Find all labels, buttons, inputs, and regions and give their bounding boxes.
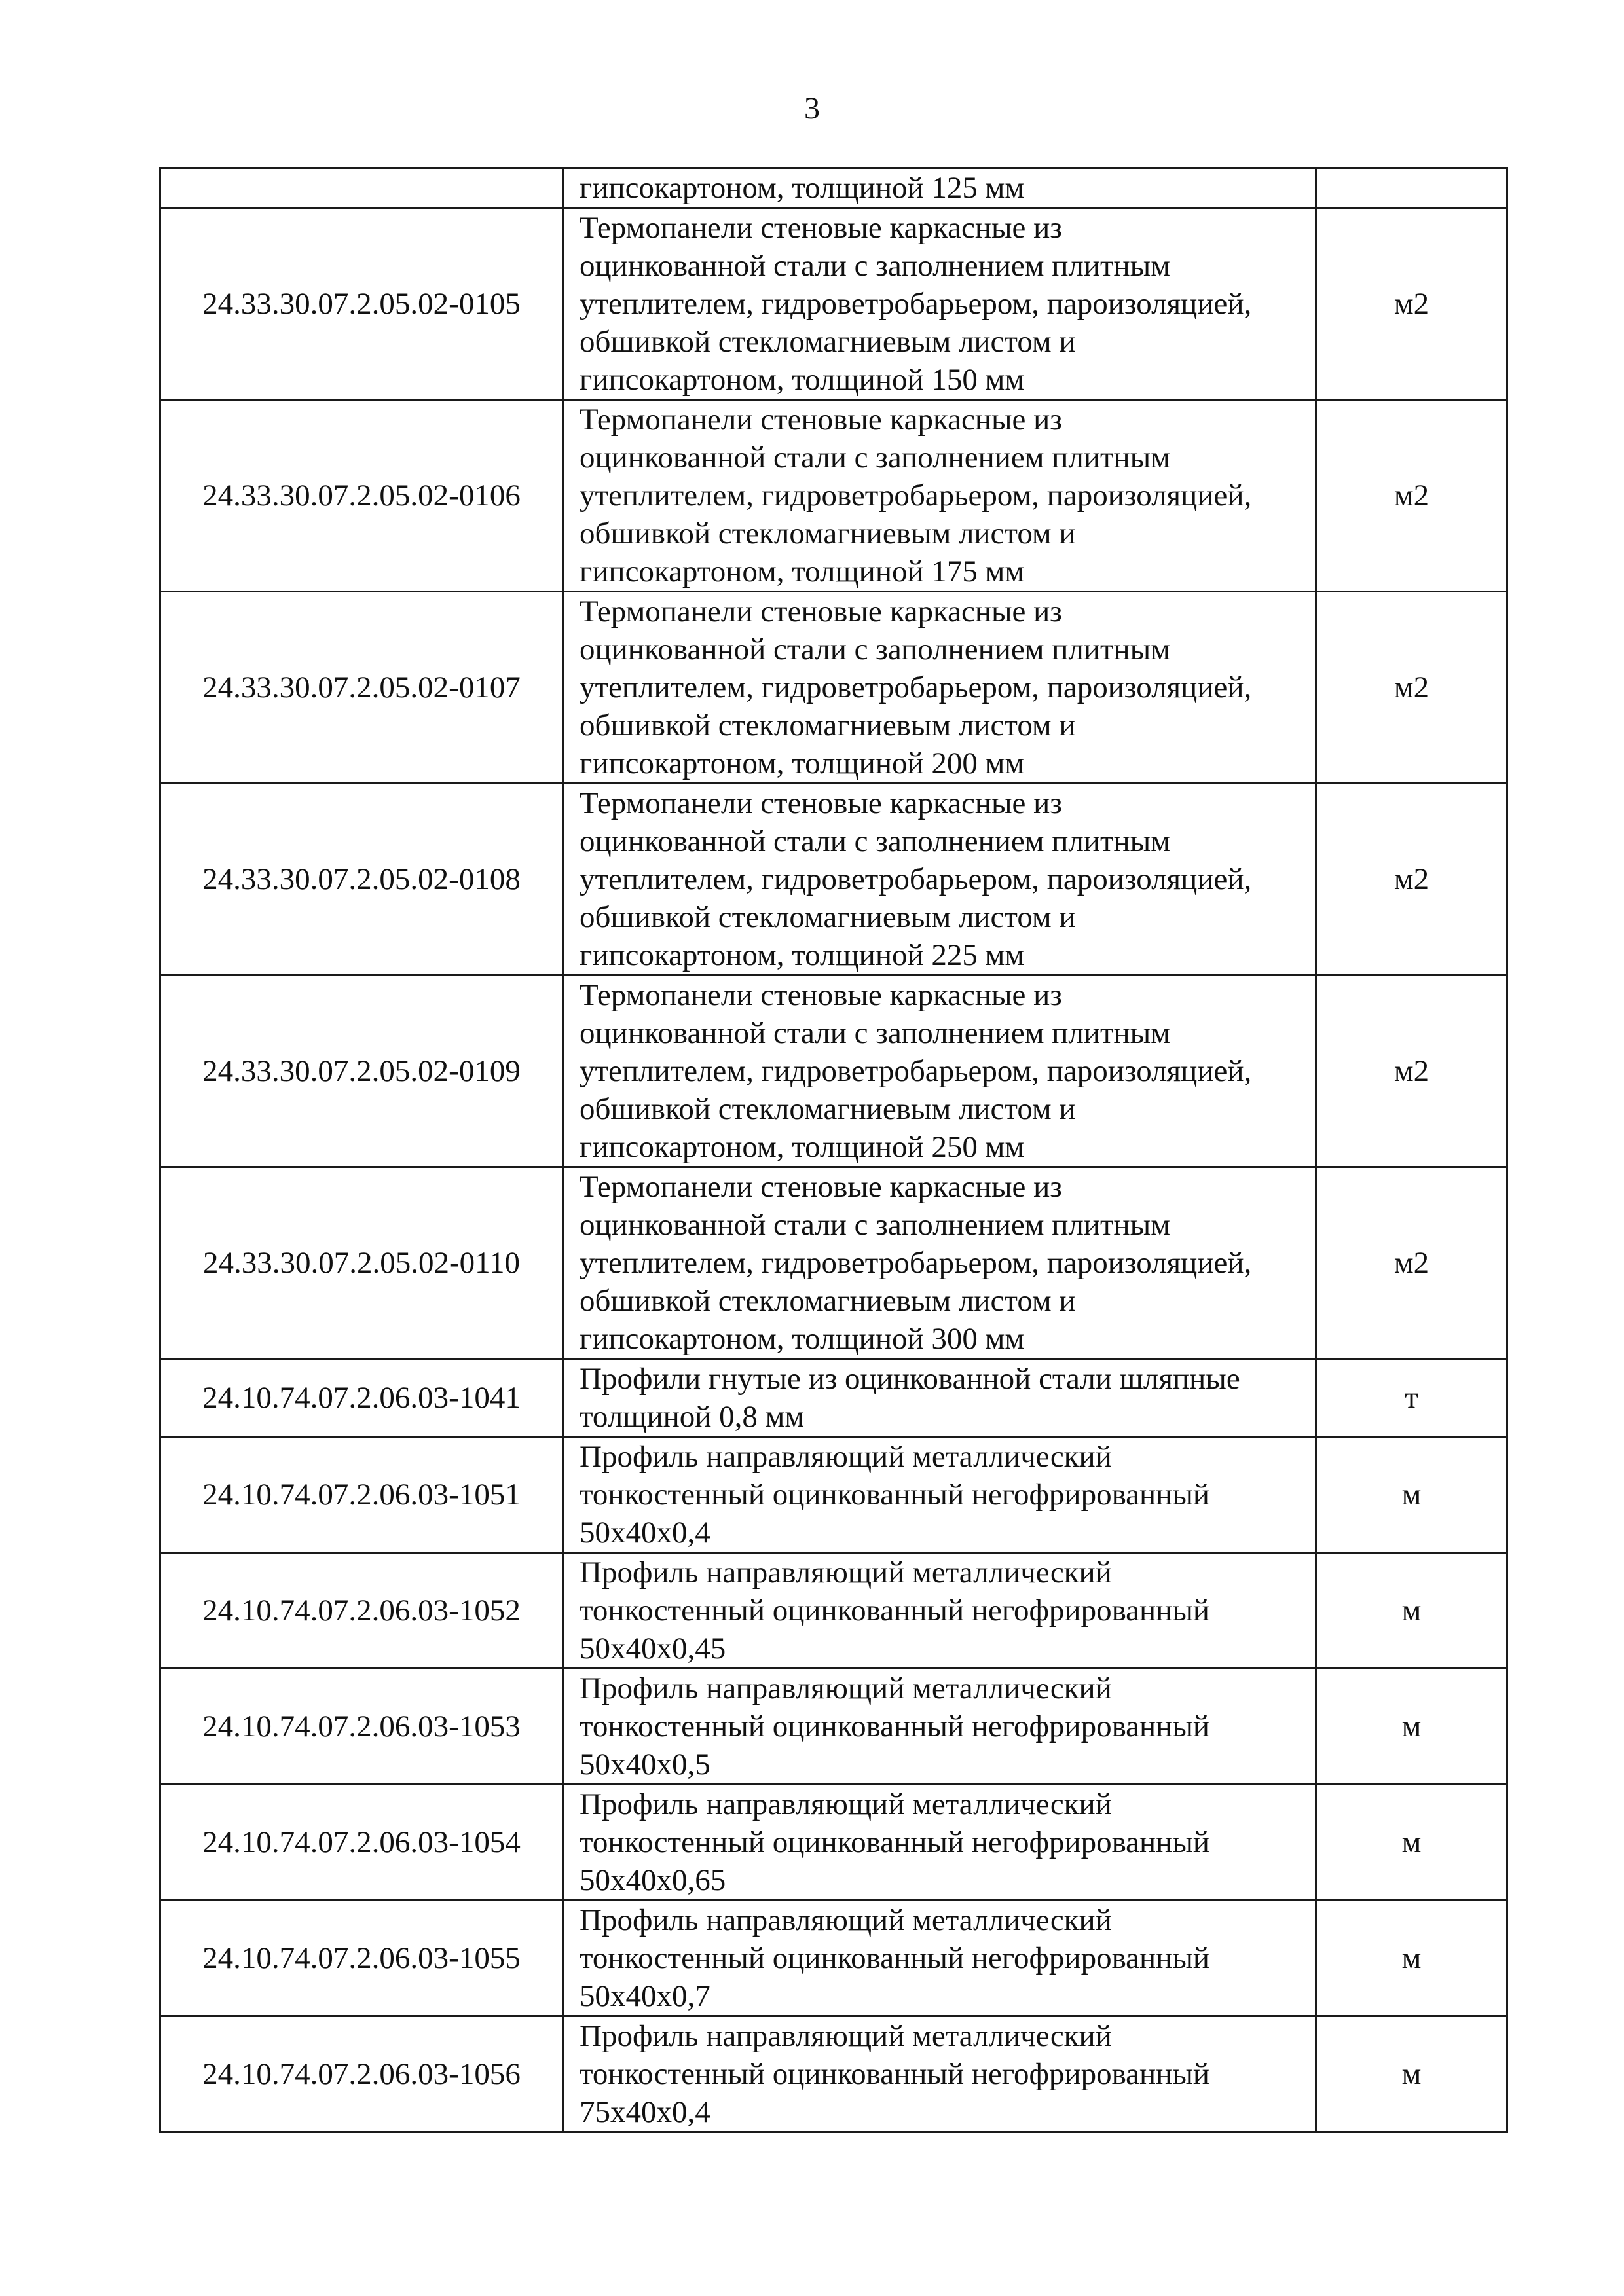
unit-cell: м xyxy=(1316,1553,1507,1669)
resource-name-line: оцинкованной стали с заполнением плитным xyxy=(580,824,1170,858)
resource-name-cell xyxy=(563,592,1316,784)
table-row xyxy=(160,400,1507,592)
table-row xyxy=(160,1785,1507,1901)
unit-cell: м2 xyxy=(1316,400,1507,592)
resource-table xyxy=(159,167,1508,2133)
resource-name-line: 50x40x0,45 xyxy=(580,1631,726,1666)
resource-name-line: Термопанели стеновые каркасные из xyxy=(580,978,1062,1012)
resource-name-line: 75x40x0,4 xyxy=(580,2095,710,2129)
resource-name-line: Профиль направляющий металлический xyxy=(580,1556,1112,1590)
unit-cell: м2 xyxy=(1316,784,1507,975)
resource-name-line: оцинкованной стали с заполнением плитным xyxy=(580,632,1170,666)
resource-name-cell xyxy=(563,784,1316,975)
resource-name-cell xyxy=(563,1553,1316,1669)
resource-name-line: утеплителем, гидроветробарьером, пароизоляцией, xyxy=(580,287,1252,321)
resource-name-line: тонкостенный оцинкованный негофрированный xyxy=(580,1594,1210,1628)
resource-name-line: Профили гнутые из оцинкованной стали шляпные xyxy=(580,1362,1240,1396)
resource-name-cell xyxy=(563,1167,1316,1359)
resource-name-line: утеплителем, гидроветробарьером, пароизоляцией, xyxy=(580,862,1252,896)
table-row xyxy=(160,1359,1507,1437)
resource-code-cell: 24.10.74.07.2.06.03-1054 xyxy=(160,1785,563,1901)
resource-name-line: оцинкованной стали с заполнением плитным xyxy=(580,441,1170,475)
resource-code-cell: 24.33.30.07.2.05.02-0108 xyxy=(160,784,563,975)
resource-name-line: тонкостенный оцинкованный негофрированный xyxy=(580,2057,1210,2091)
table-row xyxy=(160,2016,1507,2132)
resource-name-line: тонкостенный оцинкованный негофрированный xyxy=(580,1709,1210,1743)
resource-name-cell xyxy=(563,1359,1316,1437)
table-row xyxy=(160,1553,1507,1669)
table-row xyxy=(160,1669,1507,1785)
table-row xyxy=(160,208,1507,400)
resource-name-line: обшивкой стекломагниевым листом и xyxy=(580,1284,1076,1318)
resource-name-line: толщиной 0,8 мм xyxy=(580,1400,805,1434)
resource-name-line: тонкостенный оцинкованный негофрированный xyxy=(580,1478,1210,1512)
resource-name-line: гипсокартоном, толщиной 175 мм xyxy=(580,555,1025,589)
unit-cell xyxy=(1316,168,1507,208)
resource-name-cell xyxy=(563,1669,1316,1785)
table-row xyxy=(160,592,1507,784)
resource-name-line: Термопанели стеновые каркасные из xyxy=(580,594,1062,629)
resource-name-line: гипсокартоном, толщиной 150 мм xyxy=(580,363,1025,397)
table-body xyxy=(160,168,1507,2132)
resource-code-cell: 24.33.30.07.2.05.02-0107 xyxy=(160,592,563,784)
resource-name-line: обшивкой стекломагниевым листом и xyxy=(580,517,1076,551)
resource-name-line: оцинкованной стали с заполнением плитным xyxy=(580,1016,1170,1050)
resource-name-line: Профиль направляющий металлический xyxy=(580,1440,1112,1474)
resource-name-line: обшивкой стекломагниевым листом и xyxy=(580,1092,1076,1126)
resource-name-cell xyxy=(563,1901,1316,2016)
unit-cell: м xyxy=(1316,1669,1507,1785)
resource-name-cell xyxy=(563,208,1316,400)
table-row xyxy=(160,168,1507,208)
page-number: 3 xyxy=(804,91,820,126)
resource-code-cell: 24.10.74.07.2.06.03-1041 xyxy=(160,1359,563,1437)
resource-code-cell: 24.33.30.07.2.05.02-0109 xyxy=(160,975,563,1167)
resource-name-line: Профиль направляющий металлический xyxy=(580,1787,1112,1821)
resource-name-line: утеплителем, гидроветробарьером, пароизоляцией, xyxy=(580,1246,1252,1280)
resource-name-line: 50x40x0,65 xyxy=(580,1863,726,1897)
unit-cell: м xyxy=(1316,1901,1507,2016)
resource-name-line: гипсокартоном, толщиной 300 мм xyxy=(580,1322,1025,1356)
resource-code-cell: 24.10.74.07.2.06.03-1051 xyxy=(160,1437,563,1553)
table-row xyxy=(160,784,1507,975)
resource-code-cell: 24.10.74.07.2.06.03-1053 xyxy=(160,1669,563,1785)
resource-name-line: оцинкованной стали с заполнением плитным xyxy=(580,249,1170,283)
resource-name-line: гипсокартоном, толщиной 125 мм xyxy=(580,171,1025,205)
resource-name-line: 50x40x0,5 xyxy=(580,1747,710,1781)
resource-code-cell: 24.10.74.07.2.06.03-1055 xyxy=(160,1901,563,2016)
resource-name-cell xyxy=(563,168,1316,208)
resource-name-cell xyxy=(563,2016,1316,2132)
resource-name-cell xyxy=(563,1437,1316,1553)
resource-name-line: Термопанели стеновые каркасные из xyxy=(580,211,1062,245)
resource-name-line: утеплителем, гидроветробарьером, пароизоляцией, xyxy=(580,479,1252,513)
unit-cell: т xyxy=(1316,1359,1507,1437)
resource-name-cell xyxy=(563,1785,1316,1901)
unit-cell: м2 xyxy=(1316,208,1507,400)
unit-cell: м2 xyxy=(1316,1167,1507,1359)
resource-name-line: 50x40x0,7 xyxy=(580,1979,710,2013)
table-row xyxy=(160,1167,1507,1359)
unit-cell: м2 xyxy=(1316,592,1507,784)
resource-code-cell: 24.33.30.07.2.05.02-0110 xyxy=(160,1167,563,1359)
resource-name-line: обшивкой стекломагниевым листом и xyxy=(580,325,1076,359)
resource-code-cell: 24.33.30.07.2.05.02-0105 xyxy=(160,208,563,400)
resource-code-cell: 24.10.74.07.2.06.03-1056 xyxy=(160,2016,563,2132)
table-row xyxy=(160,1901,1507,2016)
resource-name-line: Профиль направляющий металлический xyxy=(580,1671,1112,1705)
resource-name-line: утеплителем, гидроветробарьером, пароизоляцией, xyxy=(580,1054,1252,1088)
table-row xyxy=(160,975,1507,1167)
resource-name-line: утеплителем, гидроветробарьером, пароизоляцией, xyxy=(580,670,1252,704)
resource-name-line: гипсокартоном, толщиной 200 мм xyxy=(580,746,1025,780)
resource-name-line: обшивкой стекломагниевым листом и xyxy=(580,708,1076,742)
unit-cell: м xyxy=(1316,1437,1507,1553)
unit-cell: м xyxy=(1316,1785,1507,1901)
resource-name-line: тонкостенный оцинкованный негофрированный xyxy=(580,1825,1210,1859)
table-row xyxy=(160,1437,1507,1553)
resource-name-cell xyxy=(563,400,1316,592)
resource-name-line: оцинкованной стали с заполнением плитным xyxy=(580,1208,1170,1242)
resource-name-cell xyxy=(563,975,1316,1167)
resource-name-line: тонкостенный оцинкованный негофрированный xyxy=(580,1941,1210,1975)
resource-name-line: гипсокартоном, толщиной 250 мм xyxy=(580,1130,1025,1164)
resource-name-line: Профиль направляющий металлический xyxy=(580,1903,1112,1937)
resource-code-cell: 24.10.74.07.2.06.03-1052 xyxy=(160,1553,563,1669)
resource-name-line: Термопанели стеновые каркасные из xyxy=(580,1170,1062,1204)
resource-name-line: Термопанели стеновые каркасные из xyxy=(580,786,1062,820)
resource-name-line: гипсокартоном, толщиной 225 мм xyxy=(580,938,1025,972)
resource-name-line: 50x40x0,4 xyxy=(580,1516,710,1550)
unit-cell: м2 xyxy=(1316,975,1507,1167)
resource-name-line: Термопанели стеновые каркасные из xyxy=(580,403,1062,437)
resource-code-cell: 24.33.30.07.2.05.02-0106 xyxy=(160,400,563,592)
resource-name-line: Профиль направляющий металлический xyxy=(580,2019,1112,2053)
resource-name-line: обшивкой стекломагниевым листом и xyxy=(580,900,1076,934)
unit-cell: м xyxy=(1316,2016,1507,2132)
resource-code-cell xyxy=(160,168,563,208)
